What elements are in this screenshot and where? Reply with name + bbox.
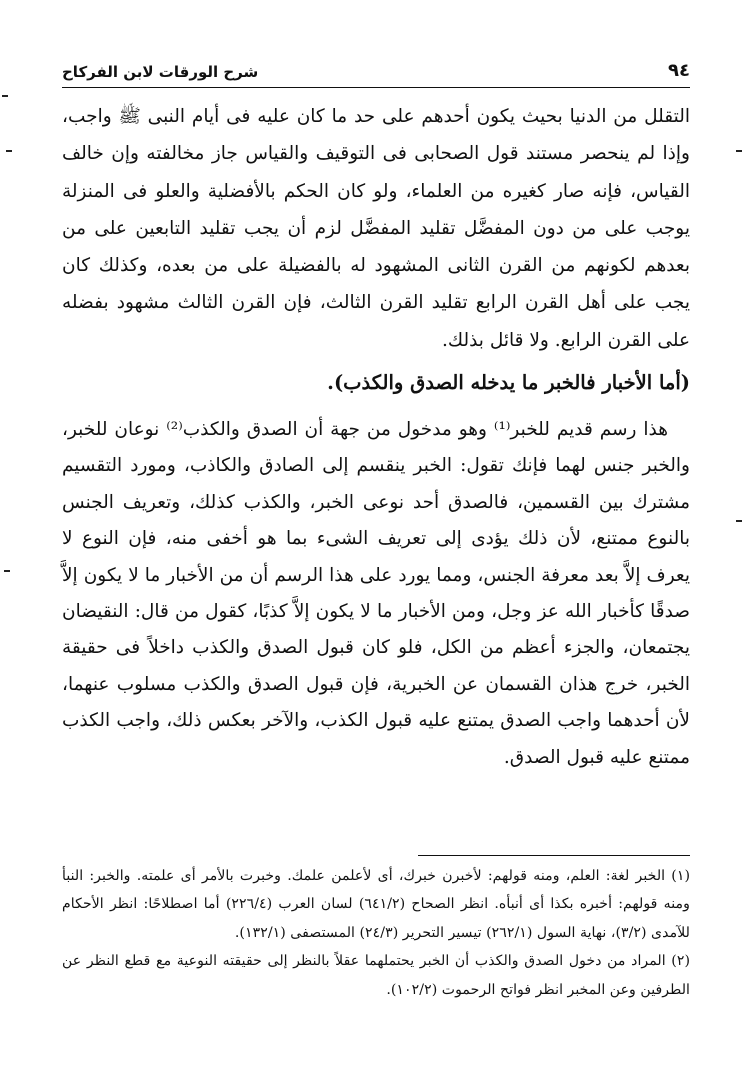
body-paragraph-2: هذا رسم قديم للخبر⁽¹⁾ وهو مدخول من جهة أن الصدق والكذب⁽²⁾ نوعان للخبر، والخبر جنس لهما فإنك تقول: الخبر ينقسم إلى الصادق والكاذب، ومورد التقسيم مشترك بين القسمين، فالصدق أحد نوعى الخبر، والكذب كذلك، وتعريف الجنس بالنوع ممتنع، لأن ذلك يؤدى إلى تعريف الشىء بما هو أخفى منه، فإن النوع لا يعرف إلاَّ بعد معرفة الجنس، ومما يورد على هذا الرسم أن من الأخبار ما لا يكون إلاَّ صدقًا كأخبار الله عز وجل، ومن الأخبار ما لا يكون إلاَّ كذبًا، كقول من قال: النقيضان يجتمعان، والجزء أعظم من الكل، فلو كان قبول الصدق والكذب داخلاً فى حقيقة الخبر، خرج هذان القسمان عن الخبرية، فإن قبول الصدق والكذب مسلوب عنهما، لأن أحدهما واجب الصدق يمتنع عليه قبول الكذب، والآخر بعكس ذلك، واجب الكذب ممتنع عليه قبول الصدق. [62, 419, 690, 768]
footnotes [62, 862, 690, 1004]
body-paragraph-1: التقلل من الدنيا بحيث يكون أحدهم على حد ما كان عليه فى أيام النبى ﷺ واجب، وإذا لم ينحصر مستند قول الصحابى فى التوقيف والقياس جاز مخالفته وإن خالف القياس، فإنه صار كغيره من العلماء، ولو كان الحكم بالأفضلية والعلو فى المنزلة يوجب على من دون المفضَّل تقليد المفضَّل لزم أن يجب تقليد التابعين على من بعدهم لكونهم من القرن الثانى المشهود له بالفضيلة على من بعده، وكذلك كان يجب على أهل القرن الرابع تقليد القرن الثالث، فإن القرن الثالث مشهود بفضله على القرن الرابع. ولا قائل بذلك. [62, 106, 690, 351]
section-heading: (أما الأخبار فالخبر ما يدخله الصدق والكذب). [327, 371, 690, 394]
scan-mark [6, 150, 12, 152]
running-title: شرح الورقات لابن الفركاح [62, 63, 259, 81]
page-header [62, 52, 690, 84]
scan-mark [736, 520, 742, 522]
page-number: ٩٤ [668, 60, 690, 81]
scan-mark [2, 95, 8, 97]
scan-mark [4, 570, 10, 572]
footnote-2: (٢) المراد من دخول الصدق والكذب أن الخبر يحتملهما عقلاً بالنظر إلى حقيقته النوعية مع قطع النظر عن الطرفين وعن المخبر انظر فواتح الرحموت (١٠٢/٢). [62, 953, 690, 998]
footnote-separator [418, 855, 690, 856]
scan-mark [736, 150, 742, 152]
header-rule [62, 87, 690, 88]
footnote-1: (١) الخبر لغة: العلم، ومنه قولهم: لأخبرن خبرك، أى لأعلمن علمك. وخبرت بالأمر أى علمته. والخبر: النبأ ومنه قولهم: أخبره بكذا أى أنبأه. انظر الصحاح (٦٤١/٢) لسان العرب (٢٢٦/٤) أما اصطلاحًا: انظر الأحكام للآمدى (٣/٢)، نهاية السول (٢٦٢/١) تيسير التحرير (٢٤/٣) المستصفى (١٣٢/١). [62, 868, 690, 941]
